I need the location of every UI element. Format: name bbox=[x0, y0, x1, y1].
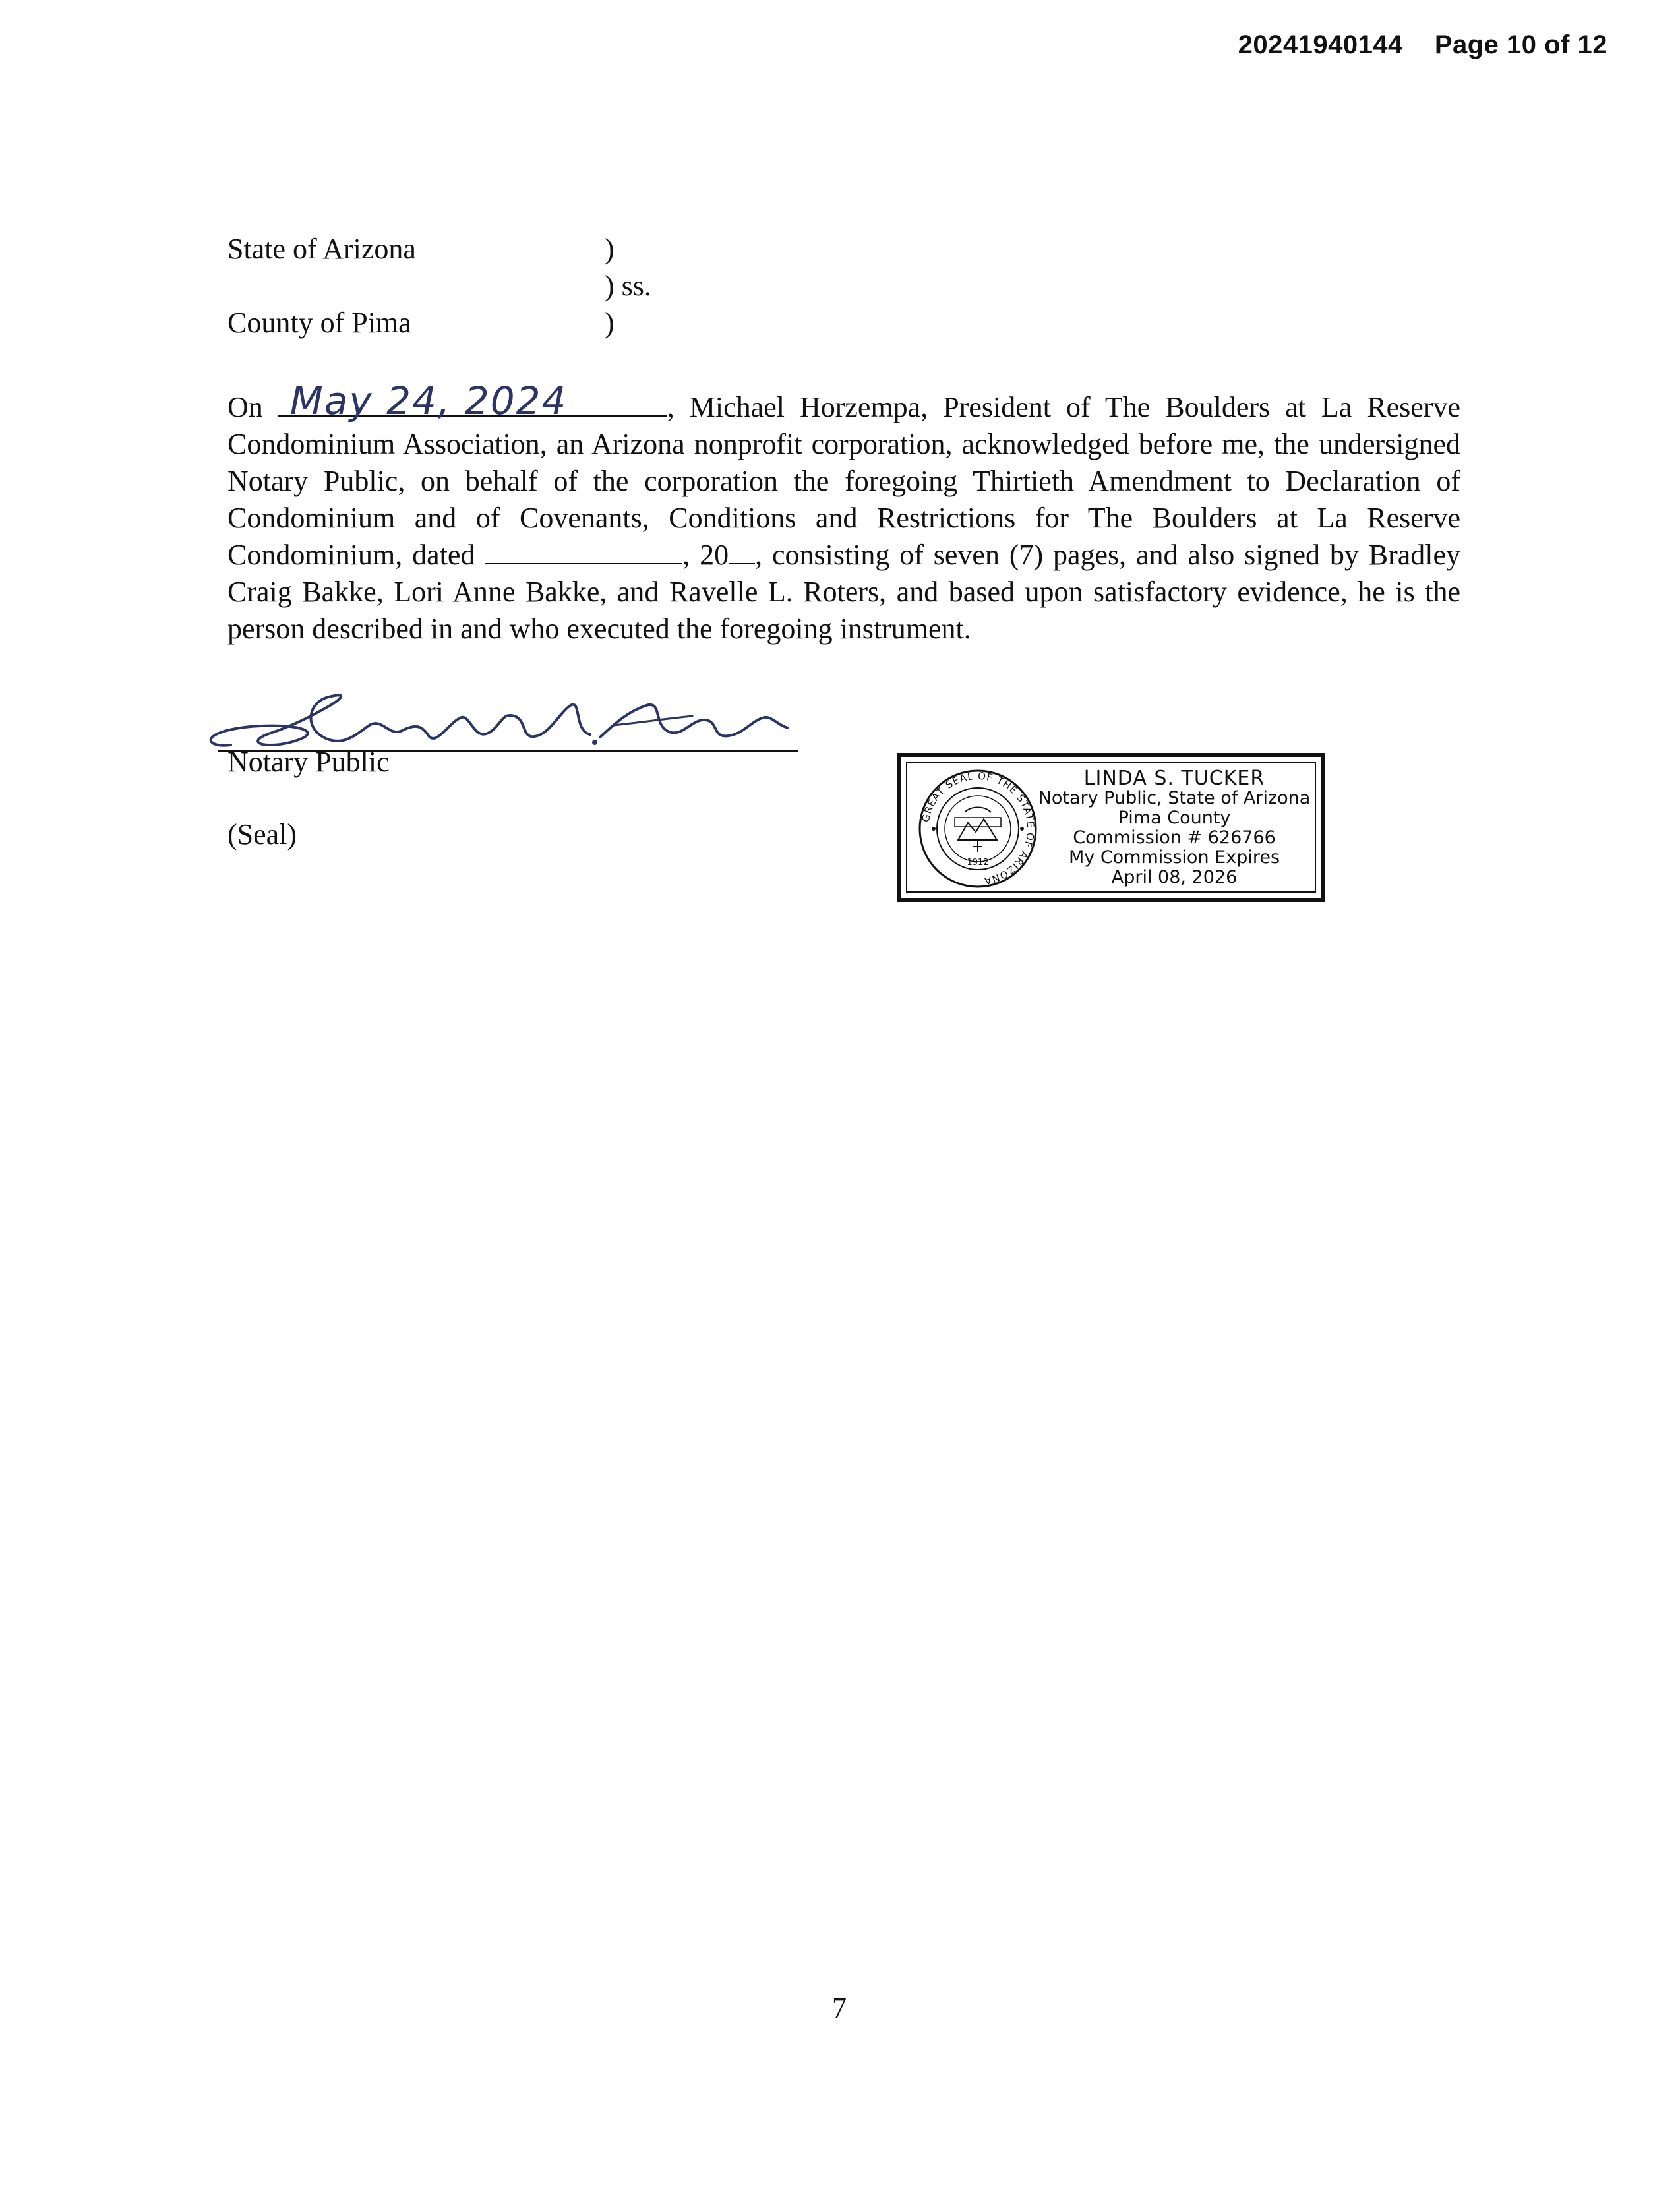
state-label: State of Arizona bbox=[227, 233, 416, 265]
stamp-county: Pima County bbox=[1118, 808, 1231, 828]
ack-text-part1: , Michael Horzempa, President of The Boulders at La Reserve Condominium Association, an Arizona nonprofit corporation, acknowledged before me, the undersigned Notary Public, on behalf of the corporation the foregoing Thirtieth Amendment to Declaration of Condominium and of Covenants, Conditions and Restrictions for The Boulders at La Reserve Condominium, dated bbox=[227, 391, 1461, 571]
stamp-text-block bbox=[1026, 769, 1323, 887]
stamp-commission: Commission # 626766 bbox=[1073, 827, 1276, 848]
notary-signature bbox=[191, 679, 804, 752]
dated-blank bbox=[485, 538, 682, 564]
seal-year: 1912 bbox=[967, 858, 989, 868]
date-blank bbox=[278, 378, 667, 423]
county-paren: ) bbox=[605, 307, 615, 339]
notary-public-label: Notary Public bbox=[227, 746, 390, 778]
stamp-expires-label: My Commission Expires bbox=[1068, 847, 1280, 868]
state-paren: ) bbox=[605, 233, 615, 265]
document-number: 20241940144 bbox=[1238, 30, 1403, 59]
stamp-name: LINDA S. TUCKER bbox=[1083, 767, 1265, 790]
page-number: 7 bbox=[832, 1992, 847, 2024]
notary-stamp bbox=[897, 753, 1325, 902]
stamp-expires-date: April 08, 2026 bbox=[1111, 867, 1238, 887]
ack-text-part3: , consisting of seven (7) pages, and also signed by Bradley Craig Bakke, Lori Anne Bakke, and Ravelle L. Roters, and based upon satisfactory evidence, he is the person described in and who executed the foregoing instrument. bbox=[227, 539, 1461, 645]
ack-text-part2: , 20 bbox=[682, 539, 729, 571]
ss-paren: ) ss. bbox=[605, 270, 651, 302]
arizona-seal-icon bbox=[915, 766, 1040, 891]
page-label: Page 10 of 12 bbox=[1434, 30, 1607, 59]
handwritten-date: May 24, 2024 bbox=[289, 378, 568, 423]
intro-word: On bbox=[227, 391, 263, 423]
stamp-title: Notary Public, State of Arizona bbox=[1038, 788, 1311, 808]
year-blank bbox=[729, 538, 755, 564]
county-label: County of Pima bbox=[227, 307, 411, 339]
acknowledgment-paragraph bbox=[227, 378, 1461, 647]
document-header bbox=[1238, 30, 1607, 60]
seal-label: (Seal) bbox=[227, 818, 297, 851]
seal-ring-text: GREAT SEAL OF THE STATE OF ARIZONA bbox=[919, 769, 1037, 887]
